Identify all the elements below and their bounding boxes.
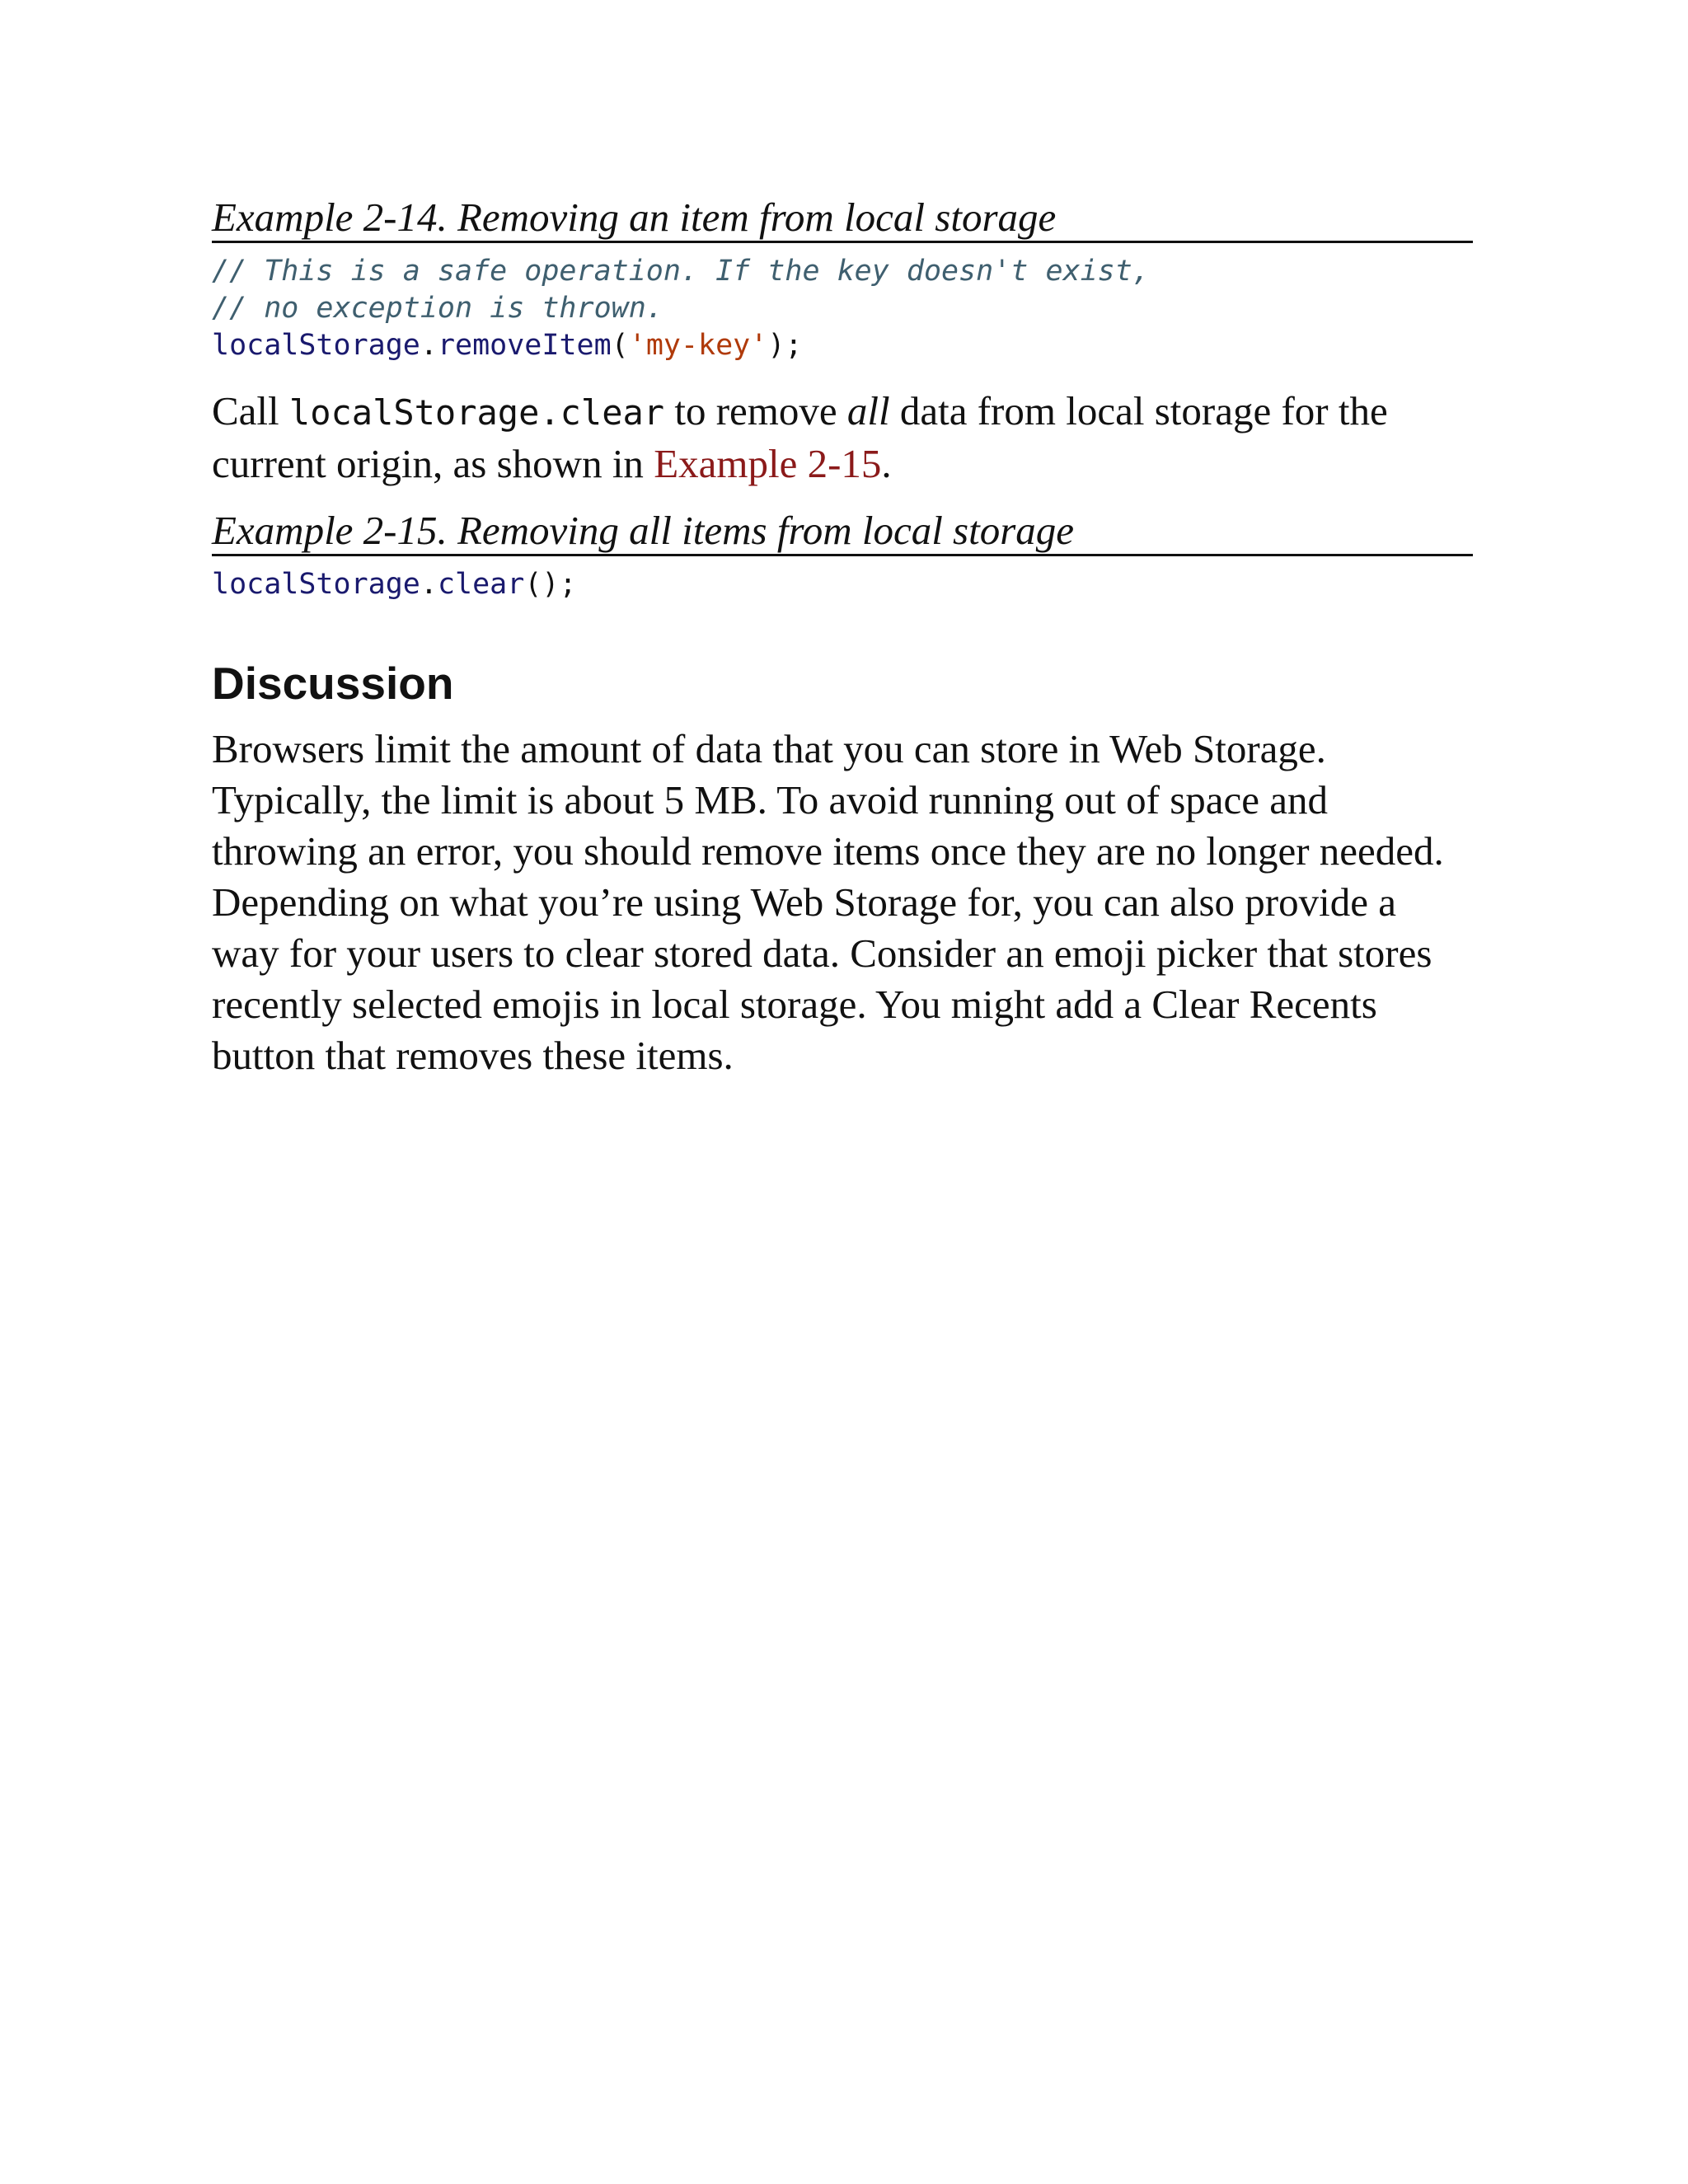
paragraph-text: to remove bbox=[664, 388, 847, 434]
inline-code: localStorage.clear bbox=[288, 392, 665, 433]
code-dot: . bbox=[420, 568, 438, 601]
code-object: localStorage bbox=[212, 568, 420, 601]
example-2-14-caption: Example 2-14. Removing an item from local storage bbox=[212, 194, 1473, 243]
example-2-15-caption: Example 2-15. Removing all items from local storage bbox=[212, 508, 1473, 556]
discussion-body: Browsers limit the amount of data that you can store in Web Storage. Typically, the limit is about 5 MB. To avoid running out of space and throwing an error, you should remove items once they are no longer needed. Depending on what you’re using Web Storage for, you can also provide a way for your users to clear stored data. Consider an emoji picker that stores recently selected emojis in local storage. You might add a Clear Recents button that removes these items. bbox=[212, 726, 1444, 1078]
discussion-heading: Discussion bbox=[212, 658, 454, 709]
code-tail: (); bbox=[524, 568, 577, 601]
code-string-arg: 'my-key' bbox=[628, 329, 768, 362]
code-comment-line-1: // This is a safe operation. If the key doesn't exist, bbox=[212, 255, 1150, 288]
example-2-15-code bbox=[212, 566, 1473, 603]
code-comment-line-2: // no exception is thrown. bbox=[212, 292, 663, 325]
code-method: removeItem bbox=[437, 329, 612, 362]
code-paren-close: ); bbox=[767, 329, 803, 362]
emphasis-text: all bbox=[846, 388, 890, 434]
example-2-14-code bbox=[212, 253, 1473, 364]
paragraph-text: . bbox=[881, 441, 892, 486]
paragraph-clear bbox=[212, 386, 1473, 490]
code-object: localStorage bbox=[212, 329, 420, 362]
code-method: clear bbox=[437, 568, 525, 601]
example-2-15-link[interactable]: Example 2-15 bbox=[654, 441, 882, 486]
page-content bbox=[212, 194, 1473, 1081]
code-dot: . bbox=[420, 329, 438, 362]
code-paren-open: ( bbox=[611, 329, 629, 362]
paragraph-text: Call bbox=[212, 388, 289, 434]
paragraph-text: data from local storage for the current origin, as shown in bbox=[212, 388, 1388, 486]
